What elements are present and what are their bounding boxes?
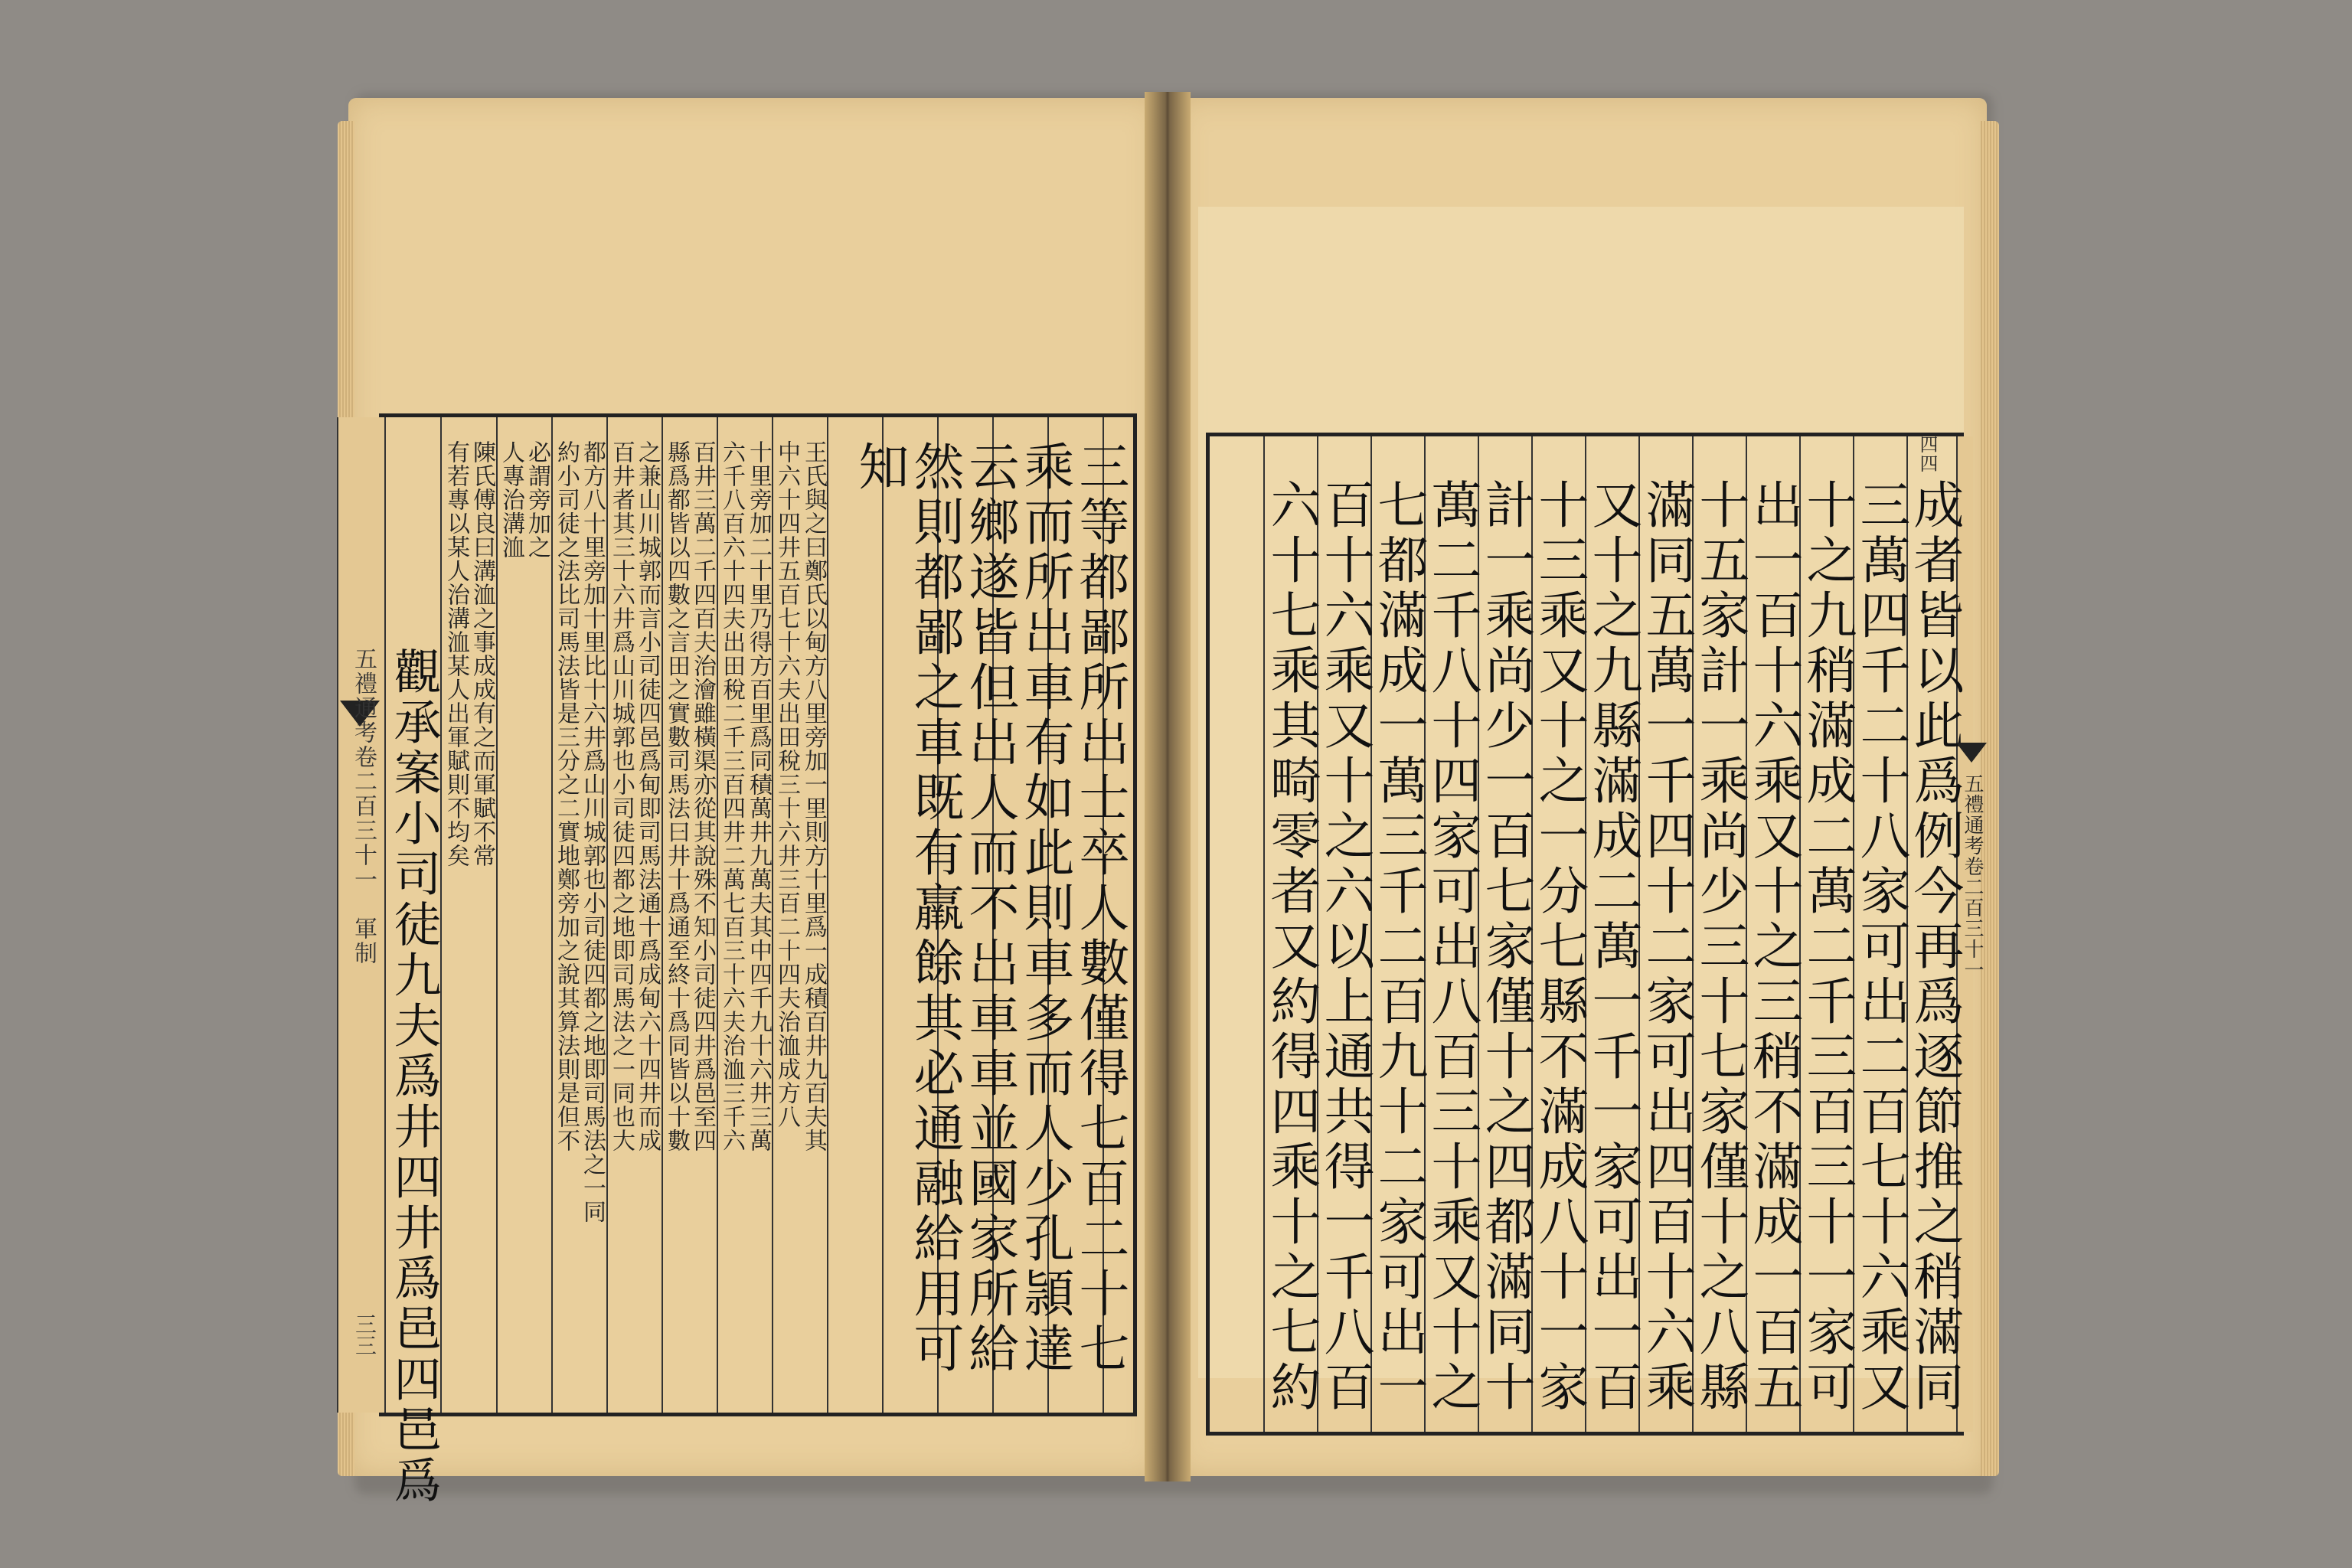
main-text-column: 云鄉遂皆但出人而不出車車並國家所給 bbox=[960, 440, 1019, 1377]
commentary-line: 縣爲都皆以四數之言田之實數司馬法曰井十爲通至終十爲同皆以十數 bbox=[663, 440, 690, 1152]
column-rule bbox=[496, 417, 498, 1413]
right-banner-column bbox=[1956, 743, 1987, 1432]
commentary-line: 都方八十里旁加十里比十六井爲山川城郭也小司徒四都之地即司馬法之一同 bbox=[579, 440, 606, 1223]
main-text-column: 又十之九縣滿成二萬一千一家可出一百 bbox=[1583, 479, 1642, 1416]
open-book bbox=[348, 84, 1987, 1506]
commentary-line: 十里旁加二十里乃得方百里爲同積萬井九萬夫其中四千九十六井三萬 bbox=[745, 440, 772, 1152]
column-rule bbox=[827, 417, 828, 1413]
commentary-line: 百井者其三十六井爲山川城郭也小司徒四都之地即司馬法之一同也大 bbox=[608, 440, 635, 1152]
main-text-column: 觀承案小司徒九夫爲井四井爲邑四邑爲 bbox=[386, 647, 442, 1506]
main-text-column: 然則都鄙之車既有羸餘其必通融給用可 bbox=[905, 440, 964, 1377]
left-banner-title: 五禮通考卷二百三十一 軍制 bbox=[350, 647, 377, 965]
main-text-column: 萬二千八十四家可出八百三十乘又十之 bbox=[1423, 479, 1481, 1416]
commentary-line: 陳氏傅良曰溝洫之事成成有之而軍賦不常 bbox=[469, 440, 495, 867]
column-rule bbox=[882, 417, 884, 1413]
commentary-line: 王氏與之曰鄭氏以甸方八里旁加一里則方十里爲一成積百井九百夫其 bbox=[800, 440, 827, 1152]
main-text-column: 三等都鄙所出士卒人數僅得七百二十七 bbox=[1070, 440, 1129, 1377]
main-text-column: 三萬四千二十八家可出二百七十六乘又 bbox=[1851, 479, 1910, 1416]
commentary-line: 人專治溝洫 bbox=[498, 440, 524, 559]
main-text-column: 十三乘又十之一分七縣不滿成八十一家 bbox=[1530, 479, 1589, 1416]
main-text-column: 乘而所出車有如此則車多而人少孔頴達 bbox=[1015, 440, 1074, 1377]
left-banner bbox=[337, 417, 386, 1413]
main-text-column: 知 bbox=[850, 440, 909, 495]
commentary-line: 有若專以某人治溝洫某人出軍賦則不均矣 bbox=[443, 440, 469, 867]
main-text-column: 七都滿成一萬三千二百九十二家可出一 bbox=[1369, 479, 1428, 1416]
main-text-column: 出一百十六乘又十之三稍不滿成一百五 bbox=[1744, 479, 1803, 1416]
right-banner-title: 五禮通考卷二百三十一 bbox=[1961, 773, 1984, 980]
commentary-line: 百井三萬二千四百夫治澮雖橫渠亦從其說殊不知小司徒四井爲邑至四 bbox=[689, 440, 716, 1152]
main-text-column: 計一乘尚少一百七家僅十之四都滿同十 bbox=[1476, 479, 1535, 1416]
book-gutter bbox=[1145, 92, 1191, 1481]
main-text-column: 百十六乘又十之六以上通共得一千八百 bbox=[1315, 479, 1374, 1416]
main-text-column: 十五家計一乘尚少三十七家僅十之八縣 bbox=[1690, 479, 1749, 1416]
main-text-column: 成者皆以此爲例今再爲逐節推之稍滿同 bbox=[1905, 479, 1964, 1416]
main-text-column: 滿同五萬一千四十二家可出四百十六乘 bbox=[1637, 479, 1696, 1416]
corner-mark: 四四 bbox=[1916, 435, 1938, 473]
main-text-column: 六十七乘其畸零者又約得四乘十之七約 bbox=[1262, 479, 1321, 1416]
right-text-frame bbox=[1206, 433, 1964, 1436]
commentary-line: 之兼山川城郭而言小司徒四邑爲甸即司馬法通十爲成甸六十四井而成 bbox=[634, 440, 661, 1152]
left-page-number: 三三 bbox=[352, 1313, 377, 1356]
fish-tail-mark bbox=[1956, 743, 1987, 763]
main-text-column: 十之九稍滿成二萬二千三百三十一家可 bbox=[1798, 479, 1857, 1416]
commentary-line: 約小司徒之法比司馬法皆是三分之二實地鄭旁加之說其算法則是但不 bbox=[553, 440, 580, 1152]
commentary-line: 中六十四井五百七十六夫出田稅三十六井三百二十四夫治洫成方八 bbox=[773, 440, 800, 1129]
commentary-line: 六千八百六十四夫出田稅二千三百四井二萬七百三十六夫治洫三千六 bbox=[718, 440, 745, 1152]
left-text-frame bbox=[350, 413, 1137, 1506]
commentary-line: 必謂旁加之 bbox=[524, 440, 550, 559]
